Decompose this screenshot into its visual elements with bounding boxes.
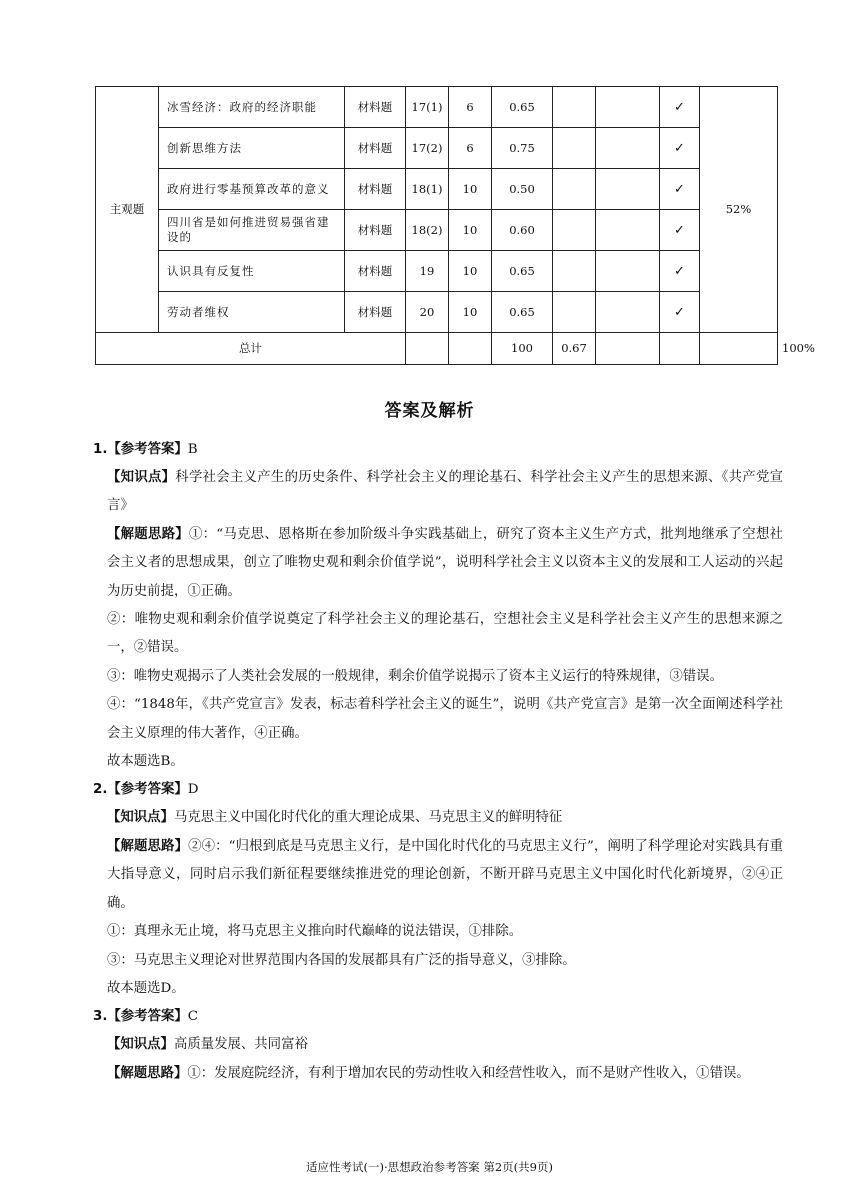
empty-cell: [596, 87, 660, 128]
answer-label: 【参考答案】: [107, 442, 188, 457]
check-mark-cell: ✓: [660, 87, 700, 128]
score-cell: 10: [449, 292, 492, 333]
reasoning-text: ②④：“归根到底是马克思主义行，是中国化时代化的马克思主义行”，阐明了科学理论对实践具有重大指导意义，同时启示我们新征程要继续推进党的理论创新，不断开辟马克思主义中国化时代化新境界，②④正确。: [107, 838, 783, 911]
knowledge-text: 科学社会主义产生的历史条件、科学社会主义的理论基石、科学社会主义产生的思想来源、《共产党宣言》: [107, 470, 783, 514]
reasoning-label: 【解题思路】: [107, 526, 189, 542]
topic-cell: 冰雪经济：政府的经济职能: [159, 87, 345, 128]
question-number-cell: 17(1): [406, 87, 449, 128]
explanation-paragraph: ③：唯物史观揭示了人类社会发展的一般规律，剩余价值学说揭示了资本主义运行的特殊规律，③错误。: [107, 668, 723, 684]
group-label-cell: 主观题: [96, 87, 159, 333]
score-cell: 6: [449, 87, 492, 128]
table-row: [96, 251, 778, 292]
explanation-paragraph: ③：马克思主义理论对世界范围内各国的发展都具有广泛的指导意义，③排除。: [107, 952, 576, 968]
question-number-cell: 17(2): [406, 128, 449, 169]
reasoning-text: ①：发展庭院经济，有利于增加农民的劳动性收入和经营性收入，而不是财产性收入，①错误。: [187, 1065, 750, 1081]
type-cell: 材料题: [345, 128, 406, 169]
table-row: [96, 128, 778, 169]
answer-value: D: [187, 782, 199, 798]
question-number-cell: 19: [406, 251, 449, 292]
empty-cell: [553, 251, 596, 292]
empty-cell: [553, 87, 596, 128]
answer-label: 【参考答案】: [107, 1009, 188, 1025]
answer-label: 【参考答案】: [107, 782, 188, 798]
explanation-paragraph: ④：“1848年，《共产党宣言》发表，标志着科学社会主义的诞生”，说明《共产党宣言》是第一次全面阐述科学社会主义原理的伟大著作，④正确。: [107, 697, 783, 741]
empty-cell: [553, 169, 596, 210]
reasoning-text: ①：“马克思、恩格斯在参加阶级斗争实践基础上，研究了资本主义生产方式，批判地继承了空想社会主义者的思想成果，创立了唯物史观和剩余价值学说”，说明科学社会主义以资本主义的发展和工人运动的兴起为历史前提，①正确。: [107, 526, 783, 599]
knowledge-label: 【知识点】: [107, 810, 174, 826]
question-number-cell: 18(2): [406, 210, 449, 251]
empty-cell: [596, 210, 660, 251]
check-mark-cell: ✓: [660, 210, 700, 251]
knowledge-point: [93, 1031, 783, 1059]
reasoning-label: 【解题思路】: [107, 1065, 188, 1081]
explanation-paragraph: ②：唯物史观和剩余价值学说奠定了科学社会主义的理论基石，空想社会主义是科学社会主义产生的思想来源之一，②错误。: [107, 612, 783, 656]
topic-cell: 创新思维方法: [159, 128, 345, 169]
analysis-table: [95, 86, 815, 365]
explanation-paragraph: 故本题选B。: [107, 754, 184, 770]
section-heading: 答案及解析: [384, 401, 475, 421]
empty-cell: [596, 251, 660, 292]
knowledge-text: 马克思主义中国化时代化的重大理论成果、马克思主义的鲜明特征: [173, 810, 563, 826]
difficulty-cell: 0.75: [492, 128, 553, 169]
difficulty-cell: 0.65: [492, 251, 553, 292]
total-difficulty-cell: 0.67: [553, 333, 596, 365]
table-row: [96, 87, 778, 128]
topic-cell: 劳动者维权: [159, 292, 345, 333]
empty-cell: [660, 333, 700, 365]
score-cell: 10: [449, 210, 492, 251]
difficulty-cell: 0.65: [492, 87, 553, 128]
empty-cell: [700, 333, 778, 365]
explanation-paragraph: ①：真理永无止境，将马克思主义推向时代巅峰的说法错误，①排除。: [107, 924, 523, 940]
table-row: [96, 169, 778, 210]
type-cell: 材料题: [345, 87, 406, 128]
knowledge-label: 【知识点】: [107, 1037, 174, 1053]
check-mark-cell: ✓: [660, 251, 700, 292]
answer-value: C: [187, 1009, 198, 1025]
type-cell: 材料题: [345, 210, 406, 251]
type-cell: 材料题: [345, 251, 406, 292]
question-block: [93, 436, 783, 776]
reasoning: [93, 1060, 783, 1088]
total-row: 总计 100 0.67 100%: [96, 333, 778, 365]
topic-cell: 认识具有反复性: [159, 251, 345, 292]
check-mark-cell: ✓: [660, 169, 700, 210]
difficulty-cell: 0.50: [492, 169, 553, 210]
empty-cell: [596, 292, 660, 333]
table-body: [96, 87, 815, 365]
empty-cell: [553, 292, 596, 333]
group-percent-cell: 52%: [700, 87, 778, 333]
question-number: 1.: [93, 442, 108, 457]
check-mark-cell: ✓: [660, 128, 700, 169]
reasoning: [93, 521, 783, 606]
score-cell: 10: [449, 251, 492, 292]
reasoning: [93, 833, 783, 918]
table-row: [96, 292, 778, 333]
knowledge-point: [93, 464, 783, 521]
difficulty-cell: 0.60: [492, 210, 553, 251]
page-footer: 适应性考试(一)·思想政治参考答案 第2页(共9页): [306, 1160, 553, 1174]
question-block: [93, 1003, 783, 1088]
table-row: [96, 210, 778, 251]
question-number-cell: 18(1): [406, 169, 449, 210]
question-block: [93, 776, 783, 1003]
topic-cell: 政府进行零基预算改革的意义: [159, 169, 345, 210]
topic-cell: 四川省是如何推进贸易强省建设的: [159, 210, 345, 251]
knowledge-label: 【知识点】: [107, 470, 176, 485]
answer-line: [93, 436, 783, 464]
empty-cell: [596, 333, 660, 365]
question-number: 3.: [93, 1009, 108, 1025]
question-number-cell: 20: [406, 292, 449, 333]
empty-cell: [553, 128, 596, 169]
empty-cell: [596, 169, 660, 210]
knowledge-point: [93, 804, 783, 832]
empty-cell: [406, 333, 449, 365]
knowledge-text: 高质量发展、共同富裕: [173, 1037, 308, 1053]
type-cell: 材料题: [345, 292, 406, 333]
empty-cell: [449, 333, 492, 365]
difficulty-cell: 0.65: [492, 292, 553, 333]
reasoning-label: 【解题思路】: [107, 838, 189, 854]
score-cell: 10: [449, 169, 492, 210]
question-number: 2.: [93, 782, 108, 798]
total-label-cell: 总计: [96, 333, 406, 365]
answers-section: [93, 436, 783, 1088]
total-score-cell: 100: [492, 333, 553, 365]
answer-line: [93, 776, 783, 804]
answer-line: [93, 1003, 783, 1031]
explanation-paragraph: 故本题选D。: [107, 980, 185, 996]
empty-cell: [596, 128, 660, 169]
empty-cell: [553, 210, 596, 251]
type-cell: 材料题: [345, 169, 406, 210]
score-cell: 6: [449, 128, 492, 169]
check-mark-cell: ✓: [660, 292, 700, 333]
answer-value: B: [187, 442, 198, 457]
analysis-table-section: [95, 86, 815, 365]
